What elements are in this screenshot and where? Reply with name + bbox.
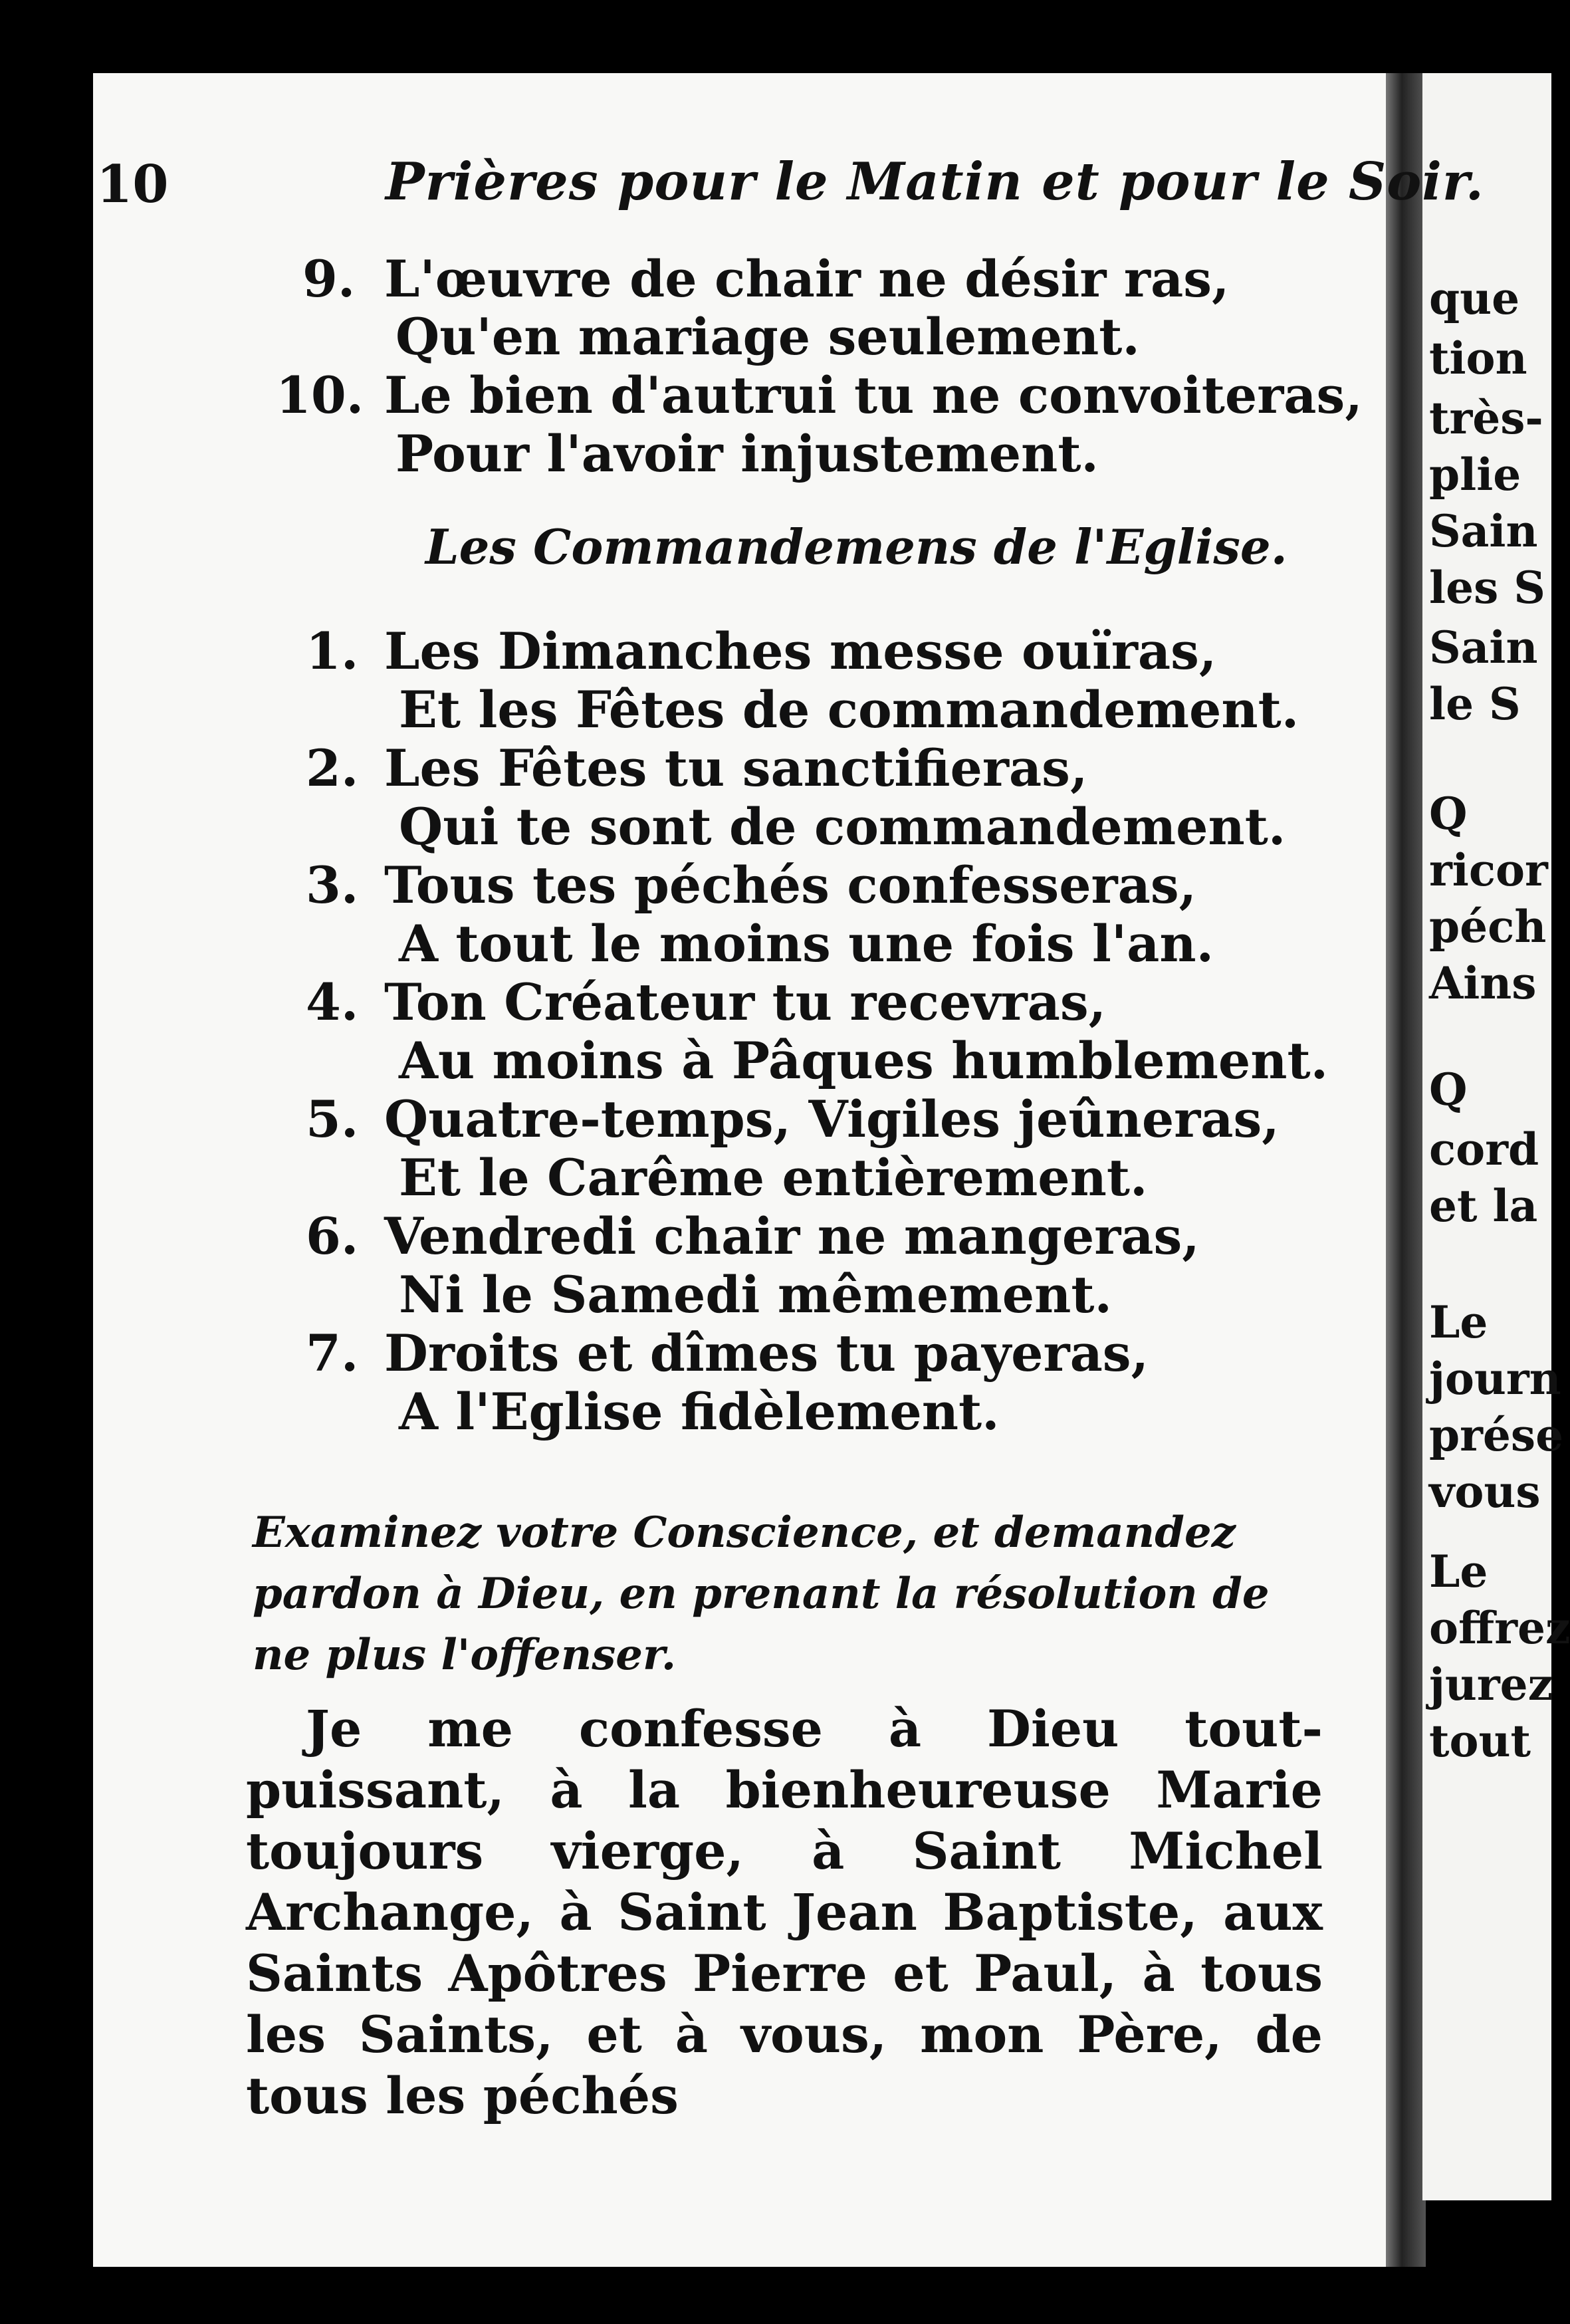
commandment-number: 2. <box>306 739 359 798</box>
commandment-line: L'œuvre de chair ne désir ras, <box>384 249 1230 308</box>
facing-page-fragment: que <box>1429 273 1520 324</box>
facing-page-fragment: vous <box>1429 1466 1541 1518</box>
facing-page-fragment: Q <box>1429 788 1468 840</box>
confiteor-paragraph <box>246 1698 1323 2127</box>
facing-page-fragment: Q <box>1429 1064 1468 1115</box>
facing-page-fragment: Ains <box>1429 957 1537 1009</box>
commandment-line: Tous tes péchés confesseras, <box>384 856 1197 915</box>
running-head-title: Prières pour le Matin et pour le Soir. <box>386 152 1484 212</box>
commandment-line: Droits et dîmes tu payeras, <box>384 1324 1149 1383</box>
facing-page-fragment: Sain <box>1429 505 1538 557</box>
commandment-line: Pour l'avoir injustement. <box>395 424 1099 483</box>
section-title: Les Commandemens de l'Eglise. <box>425 519 1288 575</box>
commandment-line: Ton Créateur tu recevras, <box>384 973 1107 1032</box>
instruction-rubric: Examinez votre Conscience, et demandez pardon à Dieu, en prenant la résolution de ne plus l'offenser. <box>253 1508 1270 1680</box>
commandment-line: Vendredi chair ne mangeras, <box>384 1207 1200 1266</box>
commandment-line: A l'Eglise fidèlement. <box>399 1382 1000 1441</box>
facing-page-fragment: tion <box>1429 332 1527 384</box>
commandment-line: Qu'en mariage seulement. <box>395 307 1140 366</box>
facing-page-fragment: ricor <box>1429 844 1548 896</box>
commandment-line: Quatre-temps, Vigiles jeûneras, <box>384 1090 1280 1149</box>
commandment-number: 6. <box>306 1207 359 1266</box>
facing-page-fragment: offrez <box>1429 1602 1570 1654</box>
facing-page-fragment: le S <box>1429 678 1521 730</box>
book-gutter <box>1386 73 1426 2267</box>
facing-page-fragment: plie <box>1429 449 1521 501</box>
commandment-line: Qui te sont de commandement. <box>399 797 1286 856</box>
facing-page-fragment: les S <box>1429 562 1545 614</box>
commandment-number: 9. <box>302 249 356 308</box>
commandment-line: A tout le moins une fois l'an. <box>399 914 1214 973</box>
commandment-line: Les Dimanches messe ouïras, <box>384 622 1217 681</box>
commandment-line: Et le Carême entièrement. <box>399 1148 1148 1207</box>
facing-page-fragment: jurez <box>1429 1659 1553 1710</box>
commandment-number: 1. <box>306 622 359 681</box>
commandment-line: Le bien d'autrui tu ne convoiteras, <box>384 366 1363 425</box>
facing-page-fragment: cord <box>1429 1123 1539 1175</box>
commandment-line: Et les Fêtes de commandement. <box>399 680 1299 739</box>
facing-page-fragment: Le <box>1429 1296 1488 1348</box>
facing-page-fragment: très- <box>1429 392 1543 444</box>
facing-page-fragment: et la <box>1429 1180 1538 1232</box>
facing-page-fragment: tout <box>1429 1715 1531 1767</box>
commandment-number: 5. <box>306 1090 359 1149</box>
facing-page-fragment: Sain <box>1429 622 1538 673</box>
commandment-number: 3. <box>306 856 359 915</box>
facing-page-fragment: péch <box>1429 901 1547 953</box>
facing-page-fragment: Le <box>1429 1546 1488 1597</box>
commandment-line: Au moins à Pâques humblement. <box>399 1031 1329 1090</box>
page-number: 10 <box>96 154 169 215</box>
facing-page-fragment: prése <box>1429 1409 1564 1461</box>
facing-page-fragment: journ <box>1429 1353 1561 1405</box>
commandment-line: Ni le Samedi mêmement. <box>399 1265 1112 1324</box>
commandment-number: 10. <box>276 366 364 425</box>
confiteor-text: Je me confesse à Dieu tout-puissant, à la bienheureuse Marie toujours vierge, à Saint Michel Archange, à Saint Jean Baptiste, aux Saints Apôtres Pierre et Paul, à tous les Saints, et à vous, mon Père, de tous les péchés <box>246 1699 1323 2125</box>
commandment-line: Les Fêtes tu sanctifieras, <box>384 739 1088 798</box>
commandment-number: 7. <box>306 1324 359 1383</box>
commandment-number: 4. <box>306 973 359 1032</box>
